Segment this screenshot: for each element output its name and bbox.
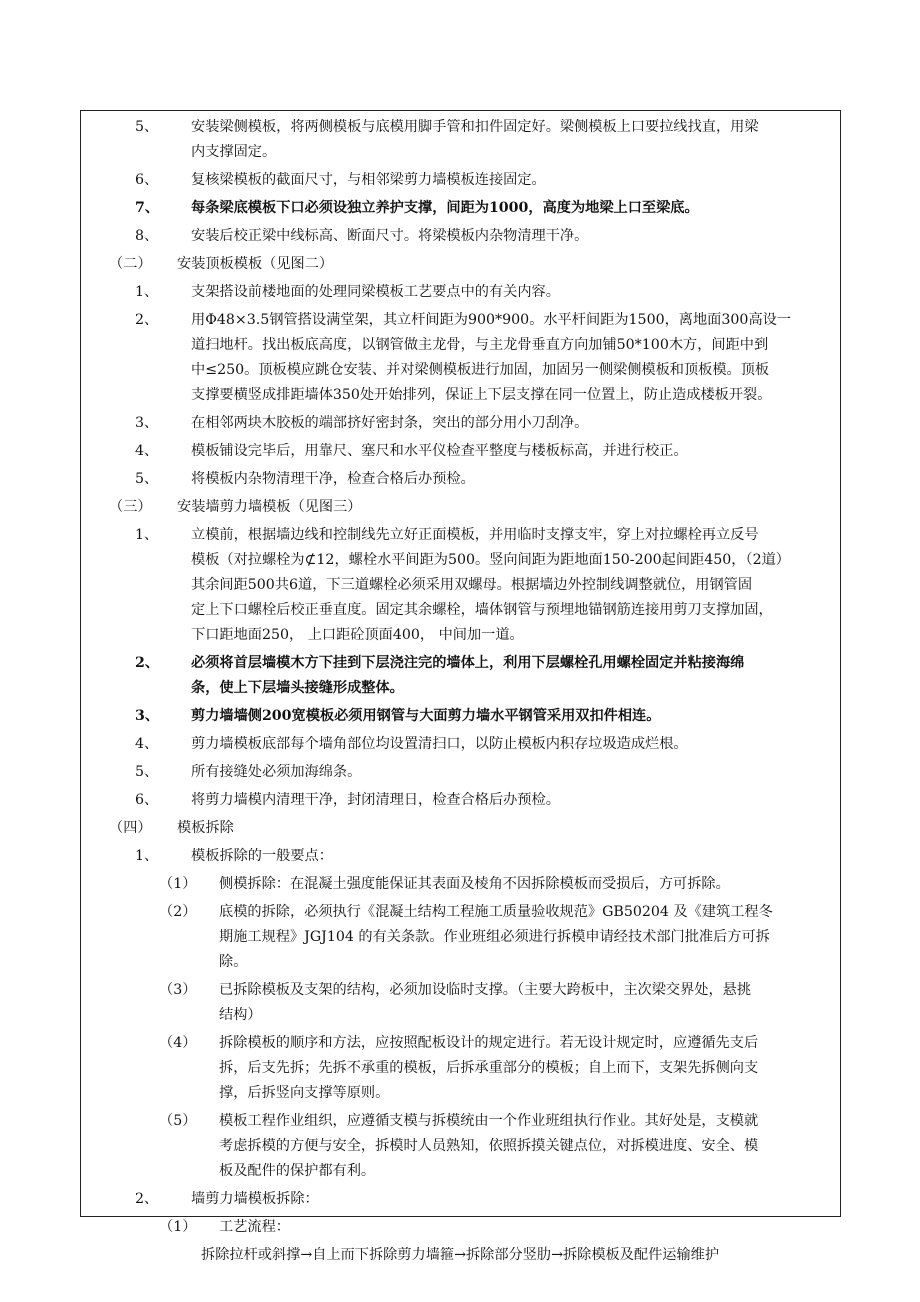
text-line: 安装梁侧模板，将两侧模板与底模用脚手管和扣件固定好。梁侧模板上口要拉线找直，用梁 <box>191 119 759 135</box>
item-text <box>191 760 361 785</box>
item-number: 4、 <box>135 443 159 459</box>
text-line: 模板（对拉螺栓为⊄12，螺栓水平间距为500。竖向间距为距地面150-200起间距450，（2道） <box>191 552 790 568</box>
text-line: 剪力墙墙侧200宽模板必须用钢管与大面剪力墙水平钢管采用双扣件相连。 <box>191 708 661 724</box>
item-number: （四） <box>109 820 152 836</box>
item-text <box>191 651 744 701</box>
section-heading <box>81 495 840 520</box>
text-line: 工艺流程： <box>219 1219 290 1235</box>
text-line: 墙剪力墙模板拆除： <box>191 1191 319 1207</box>
item-text <box>191 196 699 221</box>
item-text <box>191 704 660 729</box>
list-item <box>81 467 840 492</box>
text-line: 撑，后拆竖向支撑等原则。 <box>219 1085 390 1101</box>
item-text <box>191 411 588 436</box>
text-line: 已拆除模板及支架的结构，必须加设临时支撑。（主要大跨板中，主次梁交界处，悬挑 <box>219 982 752 998</box>
item-text <box>191 732 688 757</box>
item-number: 5、 <box>135 764 159 780</box>
list-item <box>81 224 840 249</box>
text-line: 将剪力墙模内清理干净，封闭清理日，检查合格后办预检。 <box>191 792 560 808</box>
text-line: 将模板内杂物清理干净，检查合格后办预检。 <box>191 471 475 487</box>
item-number: 2、 <box>135 1191 159 1207</box>
item-text <box>219 1031 758 1106</box>
text-line: 每条梁底模板下口必须设独立养护支撑，间距为1000，高度为地梁上口至梁底。 <box>191 200 699 216</box>
text-line: 模板拆除 <box>177 820 234 836</box>
item-number: 3、 <box>135 708 160 724</box>
item-text <box>201 1243 719 1268</box>
text-line: 拆除模板的顺序和方法，应按照配板设计的规定进行。若无设计规定时，应遵循先支后 <box>219 1035 759 1051</box>
text-line: 条，使上下层墙头接缝形成整体。 <box>191 680 404 696</box>
item-text <box>177 252 333 277</box>
list-item <box>81 788 840 813</box>
list-item <box>81 978 840 1028</box>
item-text <box>191 844 333 869</box>
text-line: 底模的拆除，必须执行《混凝土结构工程施工质量验收规范》GB50204 及《建筑工程冬 <box>219 904 773 920</box>
text-line: 除。 <box>219 954 248 970</box>
item-text <box>219 900 773 975</box>
text-line: 定上下口螺栓后校正垂直度。固定其余螺栓，墙体钢管与预埋地锚钢筋连接用剪刀支撑加固， <box>191 602 773 618</box>
text-line: 安装墙剪力墙模板（见图三） <box>177 499 362 515</box>
list-item <box>81 196 840 221</box>
item-number: 1、 <box>135 527 159 543</box>
item-text <box>219 872 730 897</box>
item-text <box>219 978 751 1028</box>
item-text <box>177 495 361 520</box>
list-item <box>81 704 840 729</box>
item-number: （2） <box>159 904 197 920</box>
item-text <box>191 439 688 464</box>
text-line: 所有接缝处必须加海绵条。 <box>191 764 362 780</box>
list-item <box>81 439 840 464</box>
item-text <box>191 168 546 193</box>
item-number: （1） <box>159 876 197 892</box>
text-line: 支撑要横竖成排距墙体350处开始排列，保证上下层支撑在同一位置上，防止造成楼板开裂。 <box>191 387 772 403</box>
list-item <box>81 280 840 305</box>
text-line: 安装后校正梁中线标高、断面尺寸。将梁模板内杂物清理干净。 <box>191 228 589 244</box>
item-text <box>191 523 790 648</box>
list-item <box>81 1215 840 1240</box>
text-line: 剪力墙模板底部每个墙角部位均设置清扫口，以防止模板内积存垃圾造成烂根。 <box>191 736 688 752</box>
item-number: 2、 <box>135 312 159 328</box>
item-number: 5、 <box>135 119 159 135</box>
text-line: 道扫地杆。找出板底高度，以钢管做主龙骨，与主龙骨垂直方向加铺50*100木方，间距中到 <box>191 337 769 353</box>
item-number: 7、 <box>135 200 160 216</box>
text-line: 其余间距500共6道，下三道螺栓必须采用双螺母。根据墙边外控制线调整就位，用钢管固 <box>191 577 753 593</box>
text-line: 考虑拆模的方便与安全，拆模时人员熟知，依照拆摸关键点位，对拆模进度、安全、模 <box>219 1138 759 1154</box>
list-item <box>81 1031 840 1106</box>
list-item <box>81 900 840 975</box>
list-item <box>81 523 840 648</box>
item-text <box>191 467 475 492</box>
item-number: 8、 <box>135 228 159 244</box>
item-number: （3） <box>159 982 197 998</box>
item-number: 1、 <box>135 284 159 300</box>
item-number: 2、 <box>135 655 160 671</box>
text-line: 模板拆除的一般要点： <box>191 848 333 864</box>
section-heading <box>81 252 840 277</box>
list-item <box>81 308 840 408</box>
text-line: 期施工规程》JGJ104 的有关条款。作业班组必须进行拆模申请经技术部门批准后方可拆 <box>219 929 770 945</box>
item-number: 4、 <box>135 736 159 752</box>
list-item <box>81 168 840 193</box>
document-content <box>81 111 840 1271</box>
list-item <box>81 760 840 785</box>
text-line: 在相邻两块木胶板的端部挤好密封条，突出的部分用小刀刮净。 <box>191 415 589 431</box>
list-item <box>81 651 840 701</box>
text-line: 结构） <box>219 1007 262 1023</box>
list-item <box>81 872 840 897</box>
item-number: 6、 <box>135 792 159 808</box>
text-line: 安装顶板模板（见图二） <box>177 256 334 272</box>
text-line: 拆除拉杆或斜撑→自上而下拆除剪力墙箍→拆除部分竖肋→拆除模板及配件运输维护 <box>201 1247 720 1263</box>
text-line: 用Φ48×3.5钢管搭设满堂架，其立杆间距为900*900。水平杆间距为1500，离地面300高设一 <box>191 312 792 328</box>
item-number: 1、 <box>135 848 159 864</box>
item-number: 5、 <box>135 471 159 487</box>
item-text <box>191 224 588 249</box>
text-line: 拆，后支先拆；先拆不承重的模板，后拆承重部分的模板；自上而下，支架先拆侧向支 <box>219 1060 759 1076</box>
text-line: 模板铺设完毕后，用靠尺、塞尺和水平仪检查平整度与楼板标高，并进行校正。 <box>191 443 688 459</box>
item-text <box>191 308 791 408</box>
text-line: 侧模拆除：在混凝土强度能保证其表面及棱角不因拆除模板而受损后，方可拆除。 <box>219 876 730 892</box>
item-number: （4） <box>159 1035 197 1051</box>
text-line: 复核梁模板的截面尺寸，与相邻梁剪力墙模板连接固定。 <box>191 172 546 188</box>
item-text <box>177 816 234 841</box>
item-number: （三） <box>109 499 152 515</box>
text-line: 板及配件的保护都有利。 <box>219 1163 376 1179</box>
item-number: （1） <box>159 1219 197 1235</box>
item-text <box>191 115 759 165</box>
text-line: 下口距地面250， 上口距砼顶面400， 中间加一道。 <box>191 627 524 643</box>
text-line: 立模前，根据墙边线和控制线先立好正面模板，并用临时支撑支牢，穿上对拉螺栓再立反号 <box>191 527 759 543</box>
item-text <box>191 1187 319 1212</box>
text-line: 模板工程作业组织，应遵循支模与拆模统由一个作业班组执行作业。其好处是，支模就 <box>219 1113 759 1129</box>
item-text <box>191 280 560 305</box>
text-line: 支架搭设前楼地面的处理同梁模板工艺要点中的有关内容。 <box>191 284 560 300</box>
list-item <box>81 732 840 757</box>
list-item <box>81 1243 840 1268</box>
text-line: 必须将首层墙模木方下挂到下层浇注完的墙体上，利用下层螺栓孔用螺栓固定并粘接海绵 <box>191 655 745 671</box>
item-text <box>219 1109 758 1184</box>
item-number: （5） <box>159 1113 197 1129</box>
document-frame <box>80 110 841 1263</box>
list-item <box>81 115 840 165</box>
text-line: 内支撑固定。 <box>191 144 277 160</box>
list-item <box>81 1109 840 1184</box>
section-heading <box>81 816 840 841</box>
list-item <box>81 844 840 869</box>
list-item <box>81 411 840 436</box>
item-text <box>191 788 560 813</box>
item-number: 3、 <box>135 415 159 431</box>
item-number: （二） <box>109 256 152 272</box>
list-item <box>81 1187 840 1212</box>
item-number: 6、 <box>135 172 159 188</box>
item-text <box>219 1215 290 1240</box>
text-line: 中≤250。顶板模应跳仓安装、并对梁侧模板进行加固，加固另一侧梁侧模板和顶板模。顶板 <box>191 362 770 378</box>
